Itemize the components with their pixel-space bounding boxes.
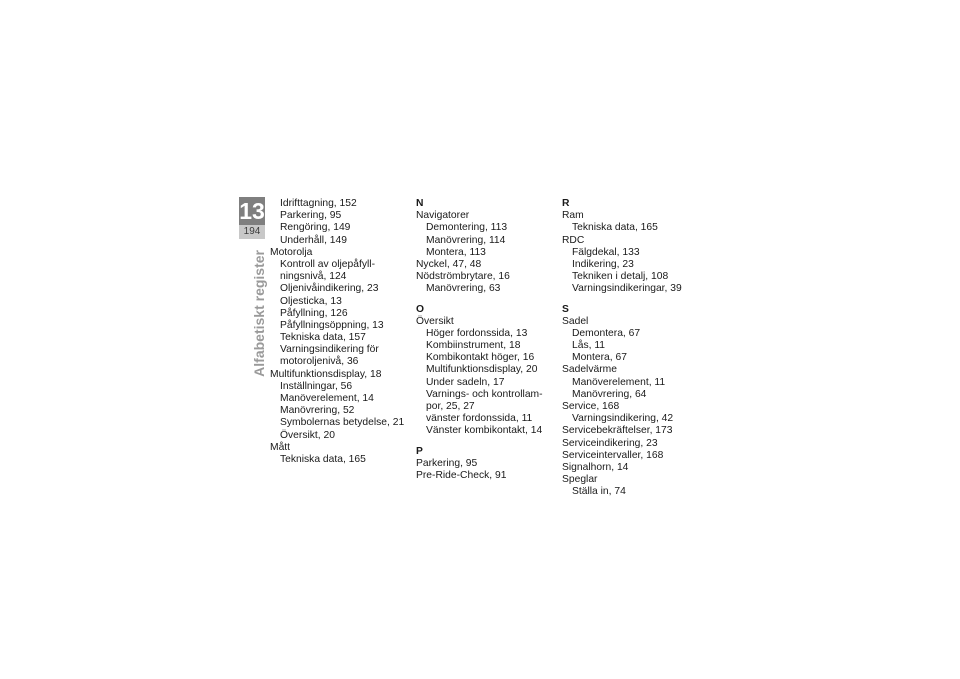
index-entry: Pre-Ride-Check, 91	[416, 469, 507, 481]
index-subentry: Parkering, 95	[280, 210, 342, 222]
index-subentry: Tekniska data, 165	[280, 453, 366, 465]
index-subentry: Manöverelement, 11	[572, 376, 666, 388]
index-subentry: Påfyllningsöppning, 13	[280, 319, 384, 331]
index-subentry: Symbolernas betydelse, 21	[280, 417, 405, 429]
index-entry: Sadelvärme	[562, 364, 617, 376]
index-subentry: Kombikontakt höger, 16	[426, 352, 535, 364]
index-subentry: Tekniska data, 165	[572, 222, 658, 234]
index-letter-heading: S	[562, 303, 569, 315]
chapter-number: 13	[239, 198, 265, 224]
index-letter-heading: R	[562, 198, 570, 209]
index-subentry: vänster fordonssida, 11	[426, 413, 533, 425]
index-column-2	[416, 198, 546, 482]
chapter-tab	[239, 197, 265, 239]
index-subentry: Inställningar, 56	[280, 380, 353, 392]
index-subentry: Varningsindikeringar, 39	[572, 283, 682, 295]
index-subentry: Varningsindikering för	[280, 344, 379, 356]
index-entry: Parkering, 95	[416, 457, 478, 469]
index-entry: Nödströmbrytare, 16	[416, 271, 510, 283]
index-subentry: Varnings- och kontrollam-	[426, 388, 543, 400]
index-subentry: Oljenivåindikering, 23	[280, 283, 379, 295]
index-subentry: Montera, 67	[572, 352, 627, 364]
index-entry: Servicebekräftelser, 173	[562, 425, 673, 437]
index-entry: Motorolja	[270, 246, 313, 258]
index-subentry: Rengöring, 149	[280, 222, 351, 234]
index-subentry: Montera, 113	[426, 246, 486, 258]
index-entry: Serviceintervaller, 168	[562, 449, 664, 461]
index-subentry: Översikt, 20	[280, 429, 335, 441]
index-entry: Multifunktionsdisplay, 18	[270, 368, 382, 380]
index-subentry: Manövrering, 52	[280, 405, 355, 417]
index-subentry: Tekniska data, 157	[280, 332, 366, 344]
index-subentry: Demontera, 67	[572, 327, 641, 339]
index-subentry: ningsnivå, 124	[280, 271, 347, 283]
index-subentry: Demontering, 113	[426, 222, 508, 234]
index-subentry: Kombiinstrument, 18	[426, 340, 521, 352]
index-entry: Översikt	[416, 315, 454, 327]
index-subentry: Vänster kombikontakt, 14	[426, 425, 543, 437]
index-subentry: Idrifttagning, 152	[280, 198, 357, 209]
index-subentry: Manövrering, 114	[426, 234, 506, 246]
index-entry: Service, 168	[562, 401, 620, 412]
index-subentry: motoroljenivå, 36	[280, 356, 359, 368]
index-subentry: Kontroll av oljepåfyll-	[280, 258, 376, 270]
index-subentry: Manövrering, 63	[426, 283, 501, 295]
index-entry: Signalhorn, 14	[562, 461, 629, 473]
index-subentry: Multifunktionsdisplay, 20	[426, 364, 538, 376]
index-subentry: Höger fordonssida, 13	[426, 327, 528, 339]
index-entry: Mått	[270, 441, 291, 453]
index-subentry: por, 25, 27	[426, 401, 475, 412]
index-entry: Nyckel, 47, 48	[416, 258, 482, 270]
index-letter-heading: P	[416, 445, 423, 457]
index-subentry: Lås, 11	[572, 340, 606, 352]
index-entry: Ram	[562, 210, 584, 222]
index-subentry: Manövrering, 64	[572, 388, 647, 400]
index-entry: Speglar	[562, 474, 598, 486]
page-number: 194	[239, 225, 265, 239]
index-entry: RDC	[562, 234, 585, 246]
index-subentry: Underhåll, 149	[280, 234, 347, 246]
index-subentry: Oljesticka, 13	[280, 295, 342, 307]
index-column-3	[562, 198, 692, 499]
section-title: Alfabetiskt register	[251, 250, 267, 377]
index-entry: Sadel	[562, 315, 589, 327]
index-subentry: Indikering, 23	[572, 258, 634, 270]
index-subentry: Fälgdekal, 133	[572, 246, 640, 258]
index-letter-heading: O	[416, 303, 425, 315]
index-entry: Serviceindikering, 23	[562, 437, 658, 449]
index-subentry: Varningsindikering, 42	[572, 413, 674, 425]
index-subentry: Tekniken i detalj, 108	[572, 271, 669, 283]
index-subentry: Manöverelement, 14	[280, 393, 374, 404]
index-letter-heading: N	[416, 198, 424, 209]
index-subentry: Ställa in, 74	[572, 486, 626, 498]
index-column-1	[270, 198, 405, 466]
index-entry: Navigatorer	[416, 210, 470, 222]
index-subentry: Påfyllning, 126	[280, 307, 348, 319]
index-subentry: Under sadeln, 17	[426, 376, 505, 388]
